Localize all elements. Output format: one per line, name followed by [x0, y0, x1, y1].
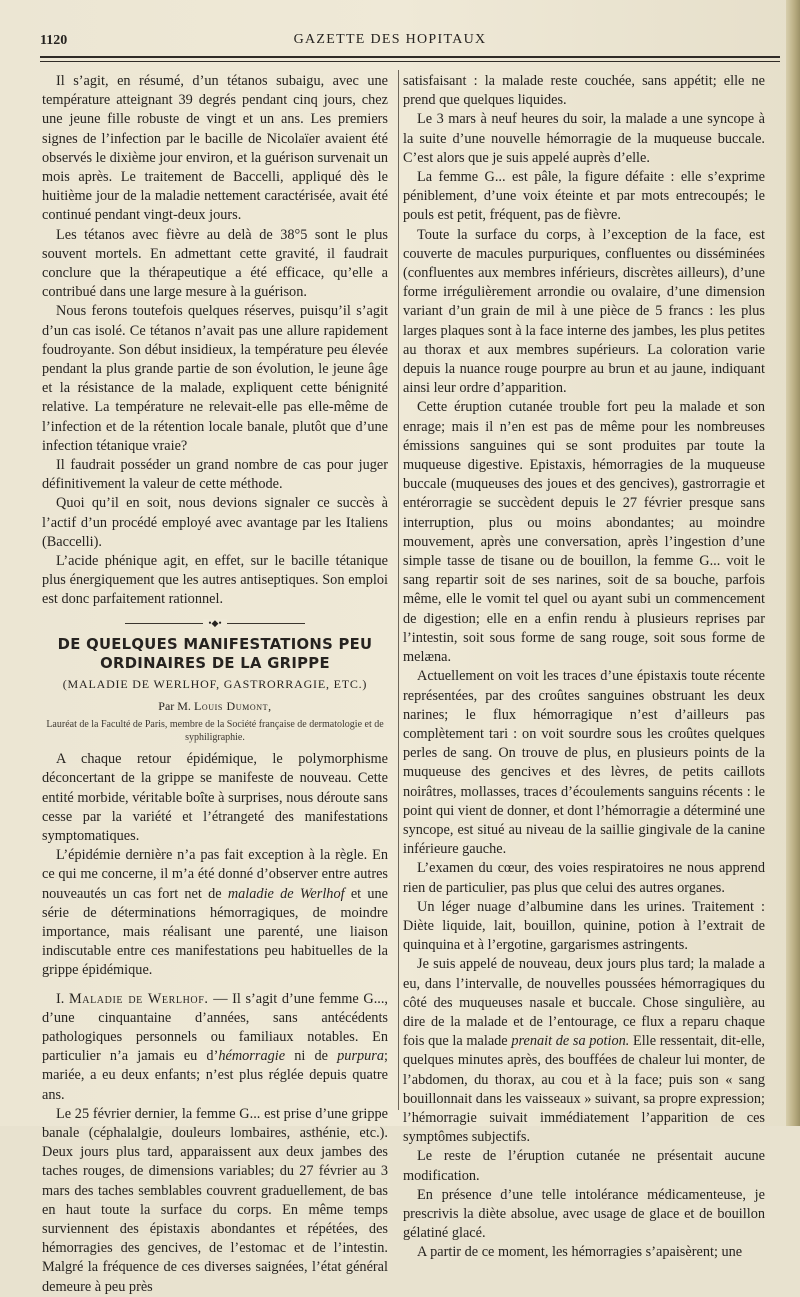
article-author	[42, 697, 388, 716]
paragraph	[42, 990, 388, 1105]
italic-term: maladie de Werlhof	[227, 885, 345, 902]
running-title: GAZETTE DES HOPITAUX	[293, 32, 487, 47]
paragraph: Il faudrait posséder un grand nombre de cas pour juger définitivement la valeur de cette méthode.	[42, 457, 388, 493]
text-run: Je suis appelé de nouveau, deux jours plus tard; la malade a eu, dans l’intervalle, de nouvelles poussées hémorragiques du côté des muqueuses nasale et buccale. Chose singulière, au dire de la malade et de l’entourage, ce flux a reparu chaque fois que la malade	[403, 956, 765, 1050]
paragraph: La femme G... est pâle, la figure défaite : elle s’exprime péniblement, d’une voix éteinte et par mots entrecoupés; le pouls est petit, fréquent, pas de fièvre.	[403, 169, 765, 224]
section-number: I.	[56, 990, 69, 1007]
text-run: et une série de déterminations hémorragiques, de moindre importance, mais réalisant une parenté, une liaison indiscutable entre ces manifestations peu habituelles de la grippe épidémique.	[42, 885, 389, 979]
article-heading: DE QUELQUES MANIFESTATIONS PEU ORDINAIRES DE LA GRIPPE	[57, 635, 373, 672]
text-run: L’épidémie dernière n’a pas fait exception à la règle. En ce qui me concerne, il m’a été donné d’observer entre autres nouveautés un cas fort net de	[42, 847, 388, 902]
section-title: Maladie de Werlhof.	[68, 990, 209, 1007]
paragraph: Nous ferons toutefois quelques réserves, puisqu’il s’agit d’un cas isolé. Ce tétanos n’avait pas une allure rapidement foudroyante. Son début insidieux, la température peu élevée pendant la plus grande partie de son évolution, le jeune âge et la résistance de la malade, expliquent cette bénignité relative. La température ne relevait-elle pas elle-même de l’infection et de la rétention locale banale, plutôt que d’une infection tétanique vraie?	[42, 303, 388, 454]
italic-term: purpura	[337, 1048, 385, 1065]
paragraph	[42, 846, 388, 980]
text-run: ni de	[285, 1048, 338, 1065]
header-rule-thin	[40, 61, 780, 62]
text-run: Elle ressentait, dit-elle, quelques minutes après, des bouffées de chaleur lui monter, de l’abdomen, du thorax, au cou et à la face; puis son « sang bouillonnait dans les vaisseaux » suivant, sa propre expression; l’hémorragie suivait immédiatement l’apparition de ces symptômes subjectifs.	[403, 1033, 765, 1146]
italic-term: prenait de sa potion.	[511, 1033, 630, 1050]
article-subheading: (MALADIE DE WERLHOF, GASTRORRAGIE, ETC.)	[62, 676, 368, 691]
author-name: Louis Dumont,	[193, 698, 272, 713]
paragraph: Le reste de l’éruption cutanée ne présentait aucune modification.	[403, 1148, 765, 1184]
column-divider	[398, 70, 399, 1110]
author-affiliation: Lauréat de la Faculté de Paris, membre de la Société française de dermatologie et de syphiligraphie.	[46, 719, 384, 744]
paragraph: Les tétanos avec fièvre au delà de 38°5 sont le plus souvent mortels. En admettant cette gravité, il faudrait conclure que la thérapeutique a été efficace, qu’elle a contribué dans une large mesure à la guérison.	[42, 226, 388, 301]
section-separator	[125, 619, 305, 627]
paragraph: Il s’agit, en résumé, d’un tétanos subaigu, avec une température atteignant 39 degrés pendant cinq jours, chez une jeune fille robuste de vingt et un ans. Les premiers signes de l’infection par le bacille de Nicolaïer avaient été observés le dixième jour environ, et la guérison survenait un mois après. Le traitement de Baccelli, appliqué dès le huitième jour de la maladie nettement caractérisée, avait été continué pendant vingt-deux jours.	[42, 73, 388, 224]
paragraph: L’examen du cœur, des voies respiratoires ne nous apprend rien de particulier, pas plus que celui des autres organes.	[403, 860, 765, 896]
paragraph: Actuellement on voit les traces d’une épistaxis toute récente représentées, par des croûtes sanguines obstruant les deux narines; le flux hémorragique n’est d’ailleurs pas complètement tari : on voit sourdre sous les croûtes quelques perles de sang. On trouve de plus, en plusieurs points de la muqueuse des gencives et des lèvres, de petits caillots noirâtres, mollasses, traces d’écoulements sanguins récents : le point qui vient de donner, et dont l’hémorragie a déterminé une syncope, est situé au niveau de la saillie gingivale de la canine inférieure gauche.	[403, 668, 765, 858]
paragraph	[403, 955, 765, 1147]
separator-ornament: •◆•	[203, 619, 227, 627]
text-run: ; mariée, a eu deux enfants; n’est plus réglée depuis quatre ans.	[42, 1048, 388, 1103]
paragraph: Quoi qu’il en soit, nous devions signaler ce succès à l’actif d’un procédé employé avec avantage par les Italiens (Baccelli).	[42, 495, 388, 550]
page-number: 1120	[40, 33, 68, 48]
page-edge	[786, 0, 800, 1126]
paragraph: Le 25 février dernier, la femme G... est prise d’une grippe banale (céphalalgie, douleurs lombaires, asthénie, etc.). Deux jours plus tard, apparaissent aux deux jambes des taches rouges, de dimensions variables; du 27 février au 3 mars des taches semblables couvrent graduellement, de bas en haut toute la surface du corps. En même temps surviennent des épistaxis abondantes et répétées, des hémorragies des gencives, de l’estomac et de l’intestin. Malgré la fréquence de ces diverses saignées, l’état général demeure à peu près	[42, 1105, 388, 1295]
paragraph: Cette éruption cutanée trouble fort peu la malade et son enrage; mais il n’en est pas de même pour les nombreuses émissions sanguines qui se sont produites par toute la muqueuse digestive. Epistaxis, hémorragies de la muqueuse buccale (muqueuses des joues et des gencives), gastrorragie et entérorragie se succèdent depuis le 27 février presque sans interruption, plus ou moins abondantes; au moindre mouvement, après une conversation, après l’ingestion d’une simple tasse de tisane ou de bouillon, la femme G... voit le sang repartir soit de ses narines, soit de sa bouche, parfois même, elle le vomit tel quel ou ayant subi un commencement de digestion; elle en a enfin rendu à plusieurs reprises par l’intestin, soit sous forme de sang rouge, soit sous forme de melæna.	[403, 399, 765, 666]
paragraph: satisfaisant : la malade reste couchée, sans appétit; elle ne prend que quelques liquides.	[403, 73, 765, 109]
text-run: — Il s’agit d’une femme G..., d’une cinquantaine d’années, sans antécédents pathologiques personnels ou familiaux notables. En particulier n’a jamais eu d’	[42, 990, 388, 1065]
paragraph: A chaque retour épidémique, le polymorphisme déconcertant de la grippe se manifeste de nouveau. Cette entité morbide, véritable boîte à surprises, nous déroute sans cesse par la variété et l’étrangeté des manifestations symptomatiques.	[42, 751, 388, 844]
right-column	[403, 72, 765, 1263]
author-prefix: Par M.	[158, 698, 194, 713]
paragraph: Le 3 mars à neuf heures du soir, la malade a une syncope à la suite d’une nouvelle hémorragie de la muqueuse buccale. C’est alors que je suis appelé auprès d’elle.	[403, 111, 765, 166]
header-rule-thick	[40, 56, 780, 58]
left-column	[42, 72, 388, 1297]
paragraph: Toute la surface du corps, à l’exception de la face, est couverte de macules purpuriques, confluentes ou disséminées (confluentes aux membres inférieurs, discrètes ailleurs), d’une forme irrégulièrement arrondie ou ovalaire, d’une dimension variant d’un grain de mil à une pièce de 5 francs : les plus larges plaques sont à la face interne des jambes, les plus petites au thorax et aux membres supérieurs. La coloration varie depuis la nuance rouge pourpre au brun et au jaune, indiquant ainsi leur ordre d’apparition.	[403, 226, 765, 397]
paragraph: En présence d’une telle intolérance médicamenteuse, je prescrivis la diète absolue, avec usage de glace et de bouillon gélatiné glacé.	[403, 1186, 765, 1242]
paragraph: Un léger nuage d’albumine dans les urines. Traitement : Diète liquide, lait, bouillon, quinine, potion à l’extrait de quinquina et à l’ergotine, gargarismes astringents.	[403, 898, 765, 954]
italic-term: hémorragie	[218, 1048, 286, 1065]
paragraph: A partir de ce moment, les hémorragies s’apaisèrent; une	[417, 1244, 743, 1261]
paragraph: L’acide phénique agit, en effet, sur le bacille tétanique plus énergiquement que les autres antiseptiques. Son emploi est donc parfaitement rationnel.	[42, 553, 388, 608]
